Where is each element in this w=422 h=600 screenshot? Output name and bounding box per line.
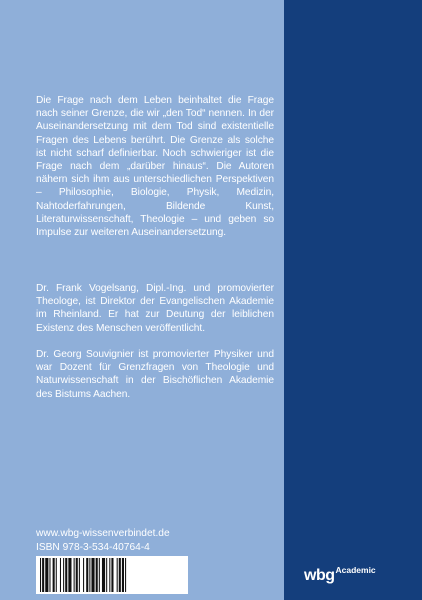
blurb-paragraph — [36, 94, 274, 239]
barcode-bar — [119, 558, 121, 592]
barcode-bar — [99, 558, 100, 592]
barcode-bar — [45, 558, 48, 592]
barcode-bar — [40, 558, 41, 592]
back-cover-right-panel — [284, 0, 422, 600]
barcode-bar — [56, 558, 57, 592]
barcode-bar — [111, 558, 113, 592]
barcode-bar — [89, 558, 90, 592]
barcode-bar — [91, 558, 94, 592]
publisher-logo — [304, 565, 376, 585]
barcode-bar — [109, 558, 110, 592]
barcode-bar — [65, 558, 67, 592]
barcode-bar — [68, 558, 71, 592]
barcode-bar — [79, 558, 80, 592]
author-bio-souvignier — [36, 348, 274, 401]
barcode-bar — [76, 558, 78, 592]
barcode-bar — [125, 558, 126, 592]
barcode-bar — [96, 558, 98, 592]
author-bio-vogelsang — [36, 282, 274, 335]
isbn-number: ISBN 978-3-534-40764-4 — [36, 542, 150, 553]
barcode-bar — [117, 558, 118, 592]
blurb-text: Die Frage nach dem Leben beinhaltet die Frage nach seiner Grenze, die wir „den Tod“ nennen. In der Auseinandersetzung mit dem Tod sind existentielle Fragen des Lebens berührt. Die Grenze als solche ist nicht scharf definierbar. Noch schwieriger ist die Frage nach dem „darüber hinaus“. Die Autoren nähern sich ihm aus unterschiedlichen Perspektiven – Philosophie, Biologie, Physik, Medizin, Nahtoderfahrungen, Bildende Kunst, Literaturwissenschaft, Theologie – und geben so Impulse zur weiteren Auseinandersetzung. — [36, 95, 274, 239]
barcode-bar — [122, 558, 124, 592]
barcode-bar — [102, 558, 105, 592]
barcode-bar — [106, 558, 107, 592]
publisher-website: www.wbg-wissenverbindet.de — [36, 528, 170, 539]
barcode-bar — [60, 558, 61, 592]
barcode-bar — [74, 558, 75, 592]
author-bio-text: Dr. Frank Vogelsang, Dipl.-Ing. und promovierter Theologe, ist Direktor der Evangelischen Akademie im Rheinland. Er hat zur Deutung der leiblichen Existenz des Menschen veröffentlicht. — [36, 283, 274, 334]
barcode-graphic — [40, 558, 184, 592]
logo-imprint: Academic — [335, 565, 376, 575]
author-bio-text: Dr. Georg Souvignier ist promovierter Physiker und war Dozent für Grenzfragen von Theologie und Naturwissenschaft in der Bischöflichen Akademie des Bistums Aachen. — [36, 349, 274, 400]
barcode-bar — [83, 558, 84, 592]
barcode-icon — [36, 556, 188, 594]
barcode-bar — [63, 558, 64, 592]
barcode-bar — [42, 558, 44, 592]
barcode-bar — [49, 558, 50, 592]
barcode-bar — [86, 558, 88, 592]
barcode-bar — [53, 558, 55, 592]
logo-wbg: wbg — [304, 567, 335, 584]
